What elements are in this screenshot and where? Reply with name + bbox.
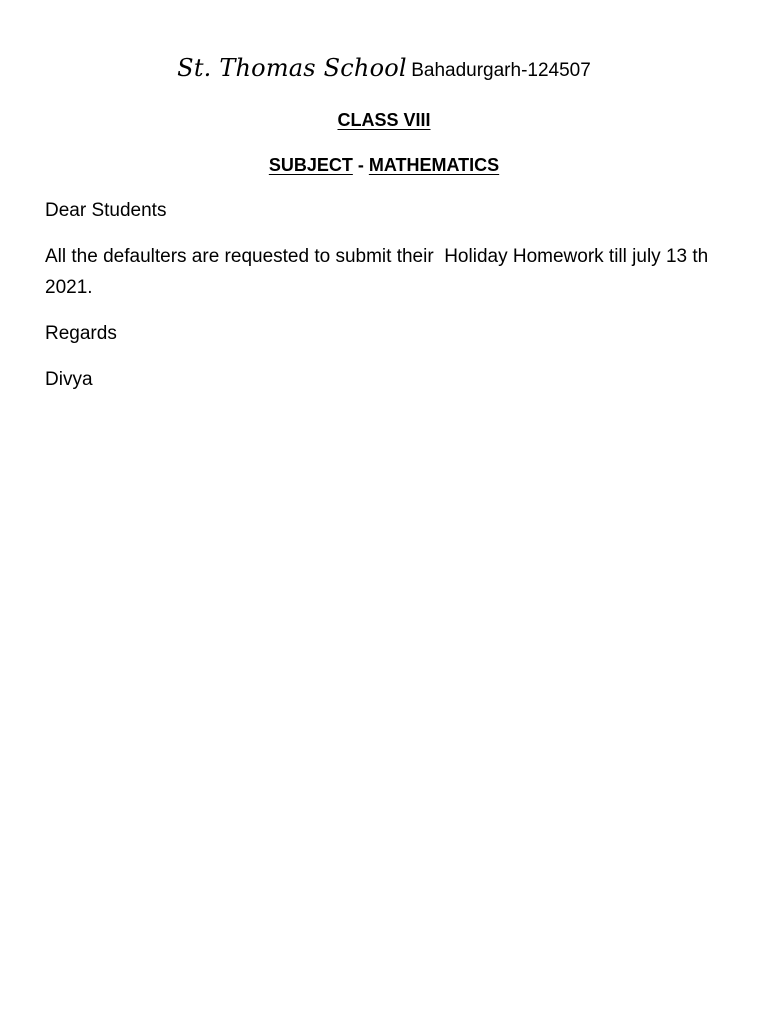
school-header [0, 50, 768, 90]
subject-value: MATHEMATICS [368, 155, 500, 175]
closing: Regards [45, 323, 117, 344]
school-name: St. Thomas School [177, 54, 407, 82]
greeting: Dear Students [45, 200, 167, 221]
signature: Divya [45, 369, 93, 390]
subject-heading [0, 153, 768, 177]
subject-separator: - [352, 155, 369, 175]
class-heading-text: CLASS VIII [337, 110, 431, 130]
school-city: Bahadurgarh-124507 [411, 60, 591, 81]
notice-body: All the defaulters are requested to submit their Holiday Homework till july 13 th 2021. [45, 246, 714, 298]
subject-label: SUBJECT [268, 155, 353, 175]
class-heading [0, 108, 768, 132]
